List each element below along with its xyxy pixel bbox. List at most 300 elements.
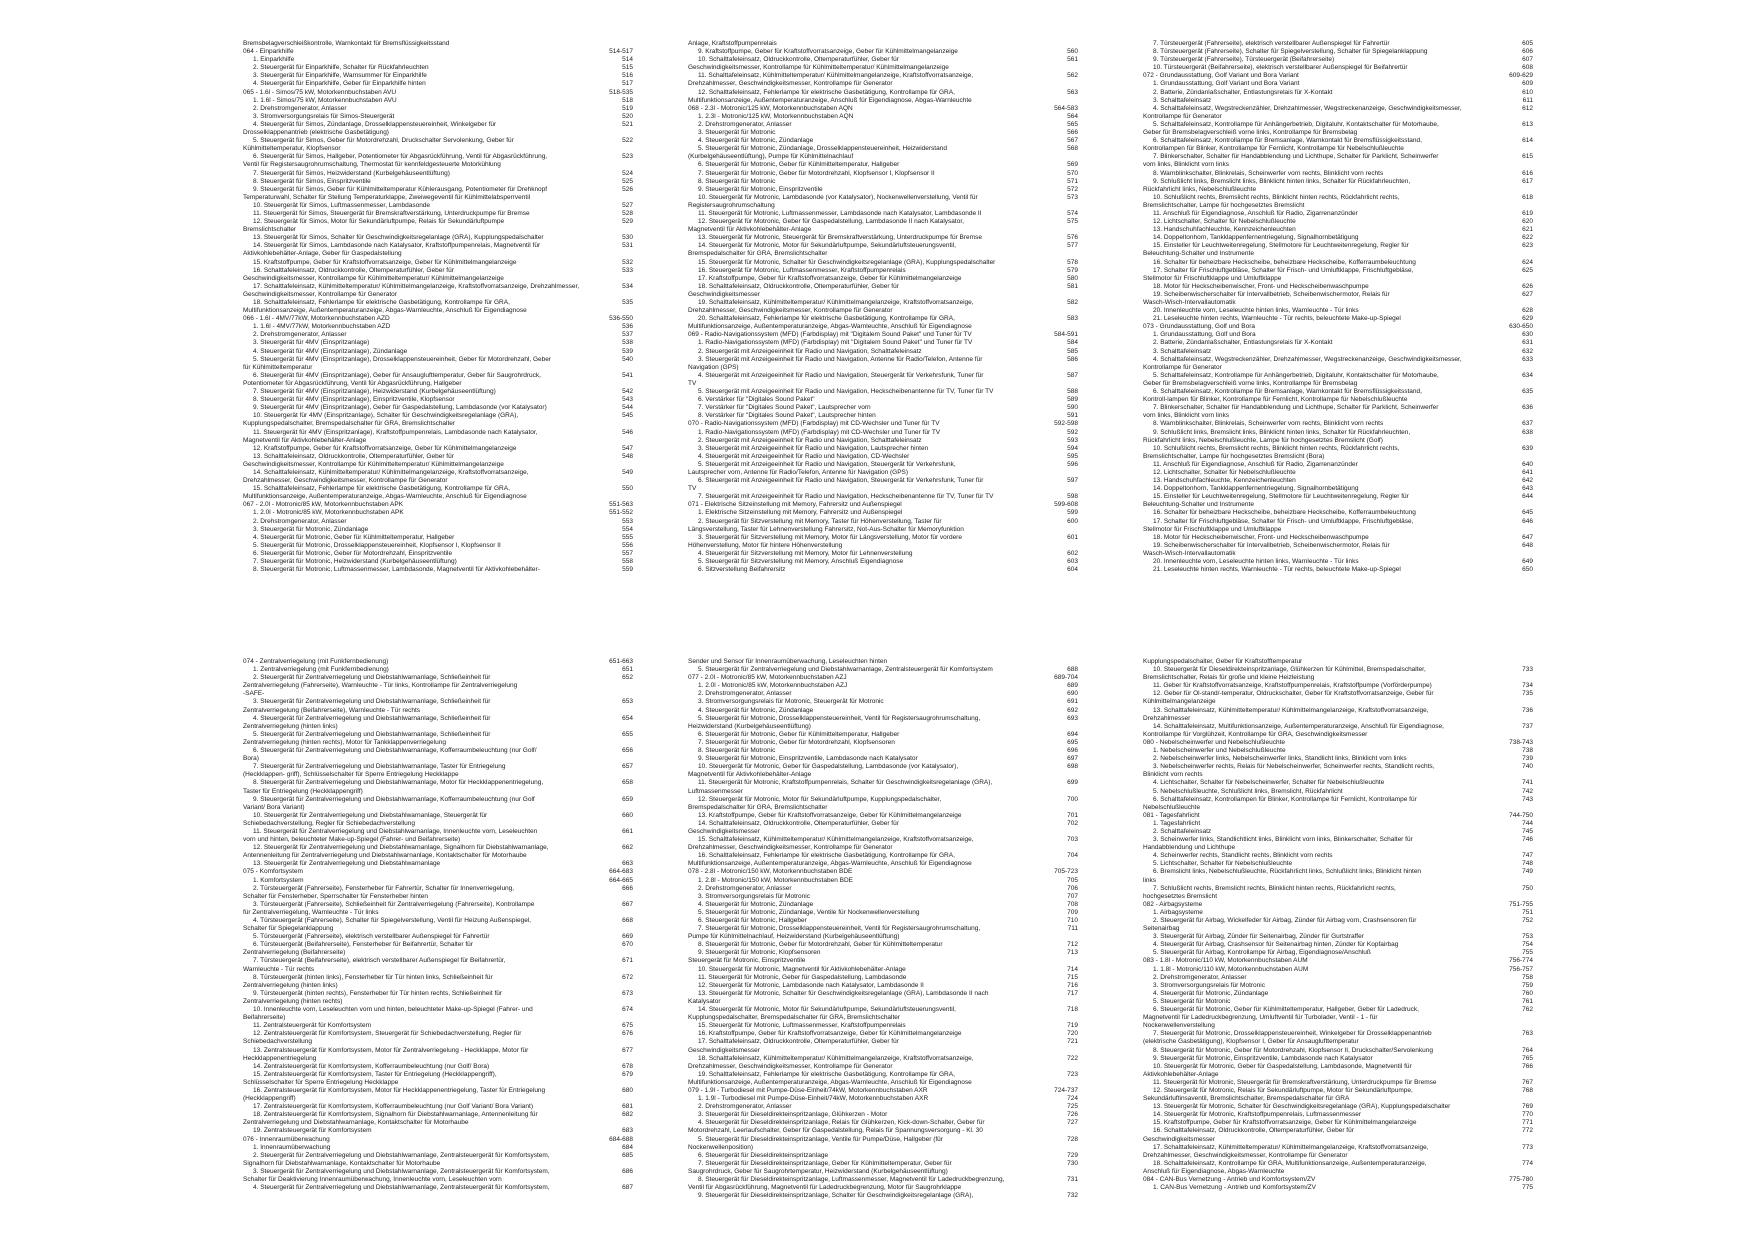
toc-entry-label: Pumpe für Kühlmittelnachlauf, Heizwiderstand (Kurbelgehäuseentlüftung) [688, 933, 900, 941]
toc-entry-label: 3. Steuergerät mit Anzeigeeinheit für Radio und Navigation, Lautsprecher hinten [698, 444, 929, 452]
toc-page-number: 626 [1522, 282, 1533, 290]
toc-entry-label: 5. Steuergerät für Sitzverstellung mit Memory, Anschluß Eigendiagnose [698, 558, 904, 565]
toc-page-number: 642 [1522, 477, 1533, 485]
toc-entry-label: 8. Türsteuergerät (hinten links), Fensterheber für Tür hinten links, Schließeinheit für [253, 973, 493, 981]
toc-entry-label: 8. Steuergerät für Simos, Einspritzventile [253, 177, 371, 185]
toc-page-number: 587 [1067, 371, 1078, 379]
toc-entry-label: Kontroll-lampen für Blinker, Kontrollampe für Fernlicht, Kontrollampe für Nebelschlußleuchte [1143, 396, 1408, 404]
toc-page-number: 755 [1522, 949, 1533, 957]
toc-page-number: 590 [1067, 404, 1078, 412]
toc-entry-label: 075 - Komfortsystem [243, 868, 303, 876]
toc-entry [1143, 501, 1533, 509]
toc-entry-label: 9. Steuergerät für Simos, Geber für Kühlmitteltemperatur Kühlerausgang, Potentiometer für Drehknopf [253, 185, 548, 193]
toc-entry-label: Zentralverriegelung (Fahrerseite), Warnleuchte - Tür links, Kontrollampe für Zentralverriegelung [243, 682, 518, 690]
toc-entry [243, 226, 633, 234]
toc-entry [688, 121, 1078, 129]
toc-column-top-left [243, 40, 633, 574]
toc-entry-label: 13. Schalttafeleinsatz, Kühlmitteltemperatur/ Kühlmittelmangelanzeige, Kraftstoffvorratsanzeige, [1153, 706, 1429, 714]
toc-page-number: 592-598 [1054, 420, 1078, 428]
toc-entry-label: vorn und hinten, beleuchteter Make-up-Spiegel (Fahrer- und Beifahrerseite) [243, 836, 461, 844]
toc-entry-label: 18. Schalttafeleinsatz, Kühlmitteltemperatur/ Kühlmittelmangelanzeige, Kraftstoffvorratsanzeige, [698, 1054, 974, 1062]
toc-entry [1143, 558, 1533, 566]
toc-entry-label: Wasch-Wisch-Intervallautomatik [1143, 549, 1236, 557]
toc-page-number: 519 [622, 104, 633, 112]
toc-entry-label: 5. Steuergerät für Motronic, Zündanlage, Drosselklappensteuereinheit, Heizwiderstand [698, 145, 947, 153]
toc-entry-label: 7. Steuergerät für 4MV (Einspritzanlage), Heizwiderstand (Kurbelgehäuseentlüftung) [253, 388, 496, 396]
toc-entry-label: Kontrollampen für Blinker, Kontrollampe für Fernlicht, Kontrollampe für Nebelschlußleuchte [1143, 145, 1404, 153]
toc-entry [688, 877, 1078, 885]
toc-entry-label: 6. Schalttafeleinsatz, Kontrollampen für Blinker, Kontrollampe für Fernlicht, Kontrollampe für [1153, 795, 1417, 803]
toc-entry-label: 071 - Elektrische Sitzeinstellung mit Memory, Fahrersitz und Außenspiegel [688, 501, 902, 509]
toc-entry-label: 074 - Zentralverriegelung (mit Funkfernbedienung) [243, 658, 389, 665]
toc-entry-label: 5. Türsteuergerät (Fahrerseite), elektrisch verstellbarer Außenspiegel für Fahrertür [253, 933, 490, 941]
toc-chapter-entry [243, 658, 633, 666]
toc-page-number: 558 [622, 558, 633, 565]
toc-entry [243, 739, 633, 747]
toc-page-number: 554 [622, 525, 633, 533]
toc-entry-label: Geschwindigkeitsmesser [1143, 1135, 1215, 1143]
toc-entry [243, 526, 633, 534]
toc-entry [1143, 388, 1533, 396]
toc-entry-label: 19. Scheibenwischerschalter für Intervallbetrieb, Scheibenwischermotor, Relais für [1153, 541, 1390, 549]
toc-entry [1143, 56, 1533, 64]
toc-entry [1143, 509, 1533, 517]
toc-entry-label: Sender und Sensor für Innenraumüberwachung, Leseleuchten hinten [688, 658, 888, 665]
toc-entry [1143, 542, 1533, 550]
toc-page-number: 708 [1067, 900, 1078, 908]
toc-entry [243, 566, 633, 574]
toc-page-number: 592 [1067, 428, 1078, 436]
toc-entry-label: 13. Schalttafeleinsatz, Öldruckkontrolle, Öltemperaturfühler, Geber für [253, 452, 454, 460]
toc-page-number: 769 [1522, 1103, 1533, 1111]
toc-page-number: 564 [1067, 112, 1078, 120]
toc-entry-label: 21. Leseleuchte hinten rechts, Warnleuchte - Tür rechts, beleuchtete Make-up-Spiegel [1153, 566, 1401, 574]
toc-entry-label: 11. Steuergerät für Motronic, Luftmassenmesser, Lambdasonde nach Katalysator, Lambdasonde II [698, 209, 982, 217]
toc-entry [243, 1119, 633, 1127]
toc-entry [688, 698, 1078, 706]
toc-entry-label: Aktivkohlebehälter-Anlage [1143, 1070, 1219, 1078]
toc-entry [1143, 682, 1533, 690]
toc-chapter-entry [1143, 323, 1533, 331]
toc-entry-label: 15. Steuergerät für Motronic, Luftmassenmesser, Kraftstoffpumpenrelais [698, 1022, 906, 1030]
toc-entry-label: 21. Leseleuchte hinten rechts, Warnleuchte - Tür rechts, beleuchtete Make-up-Spiegel [1153, 315, 1401, 323]
toc-page-number: 521 [622, 120, 633, 128]
toc-entry [688, 437, 1078, 445]
toc-page-number: 685 [622, 1151, 633, 1159]
toc-entry-label: Zentralverriegelung und Diebstahlwarnanlage, Kontaktschalter für Motorhaube [243, 1119, 469, 1127]
toc-page-number: 530 [622, 234, 633, 242]
toc-entry-label: für Kühlmitteltemperatur [243, 363, 313, 371]
toc-page-number: 602 [1067, 549, 1078, 557]
toc-page-number: 595 [1067, 452, 1078, 460]
toc-entry-label: 7. Blinkerschalter, Schalter für Handabblendung und Lichthupe, Schalter für Parklicht, Scheinwerfer [1153, 153, 1439, 161]
toc-page-number: 615 [1522, 153, 1533, 161]
toc-entry-label: 6. Steuergerät für Motronic, Geber für Kühlmitteltemperatur, Hallgeber [698, 730, 900, 738]
toc-page-number: 644 [1522, 493, 1533, 501]
toc-entry [243, 974, 633, 982]
toc-page-number: 728 [1067, 1135, 1078, 1143]
toc-page-number: 573 [1067, 193, 1078, 201]
toc-entry [688, 1152, 1078, 1160]
toc-page-number: 705-723 [1054, 868, 1078, 876]
toc-entry [1143, 186, 1533, 194]
toc-entry-label: 15. Zentralsteuergerät für Komfortsystem, Taster für Entriegelung (Heckklappengriff), [253, 1070, 497, 1078]
toc-page-number: 555 [622, 533, 633, 541]
toc-entry [1143, 267, 1533, 275]
toc-entry-label: 4. Scheinwerfer rechts, Standlicht rechts, Blinklicht vorn rechts [1153, 852, 1333, 860]
toc-entry-label: 1. 1.9l - Turbodiesel mit Pumpe-Düse-Einheit/74kW, Motorkennbuchstaben AXR [698, 1095, 929, 1103]
toc-entry-label: 16. Schalter für beheizbare Heckscheibe, beheizbare Heckscheibe, Kofferraumbeleuchtung [1153, 509, 1416, 517]
toc-page-number: 767 [1522, 1078, 1533, 1086]
toc-entry-label: (Kurbelgehäuseentlüftung), Pumpe für Kühlmittelnachlauf [688, 153, 854, 161]
toc-entry [243, 771, 633, 779]
toc-page-number: 746 [1522, 836, 1533, 844]
toc-entry-label: Geschwindigkeitsmesser [688, 1046, 760, 1054]
toc-page-number: 722 [1067, 1054, 1078, 1062]
toc-page-number: 584 [1067, 339, 1078, 347]
toc-page-number: 661 [622, 827, 633, 835]
toc-entry [243, 1144, 633, 1152]
toc-page-number: 562 [1067, 72, 1078, 80]
toc-entry-label: 3. Stromversorgungsrelais für Simos-Steuergerät [253, 112, 395, 120]
toc-page-number: 641 [1522, 468, 1533, 476]
toc-entry [688, 372, 1078, 380]
toc-entry-label: Kontrollampe für Generator [1143, 112, 1222, 120]
toc-entry [688, 836, 1078, 844]
toc-page-number: 744 [1522, 819, 1533, 827]
toc-entry [1143, 339, 1533, 347]
toc-entry-label: Saugrohrdruck, Geber für Saugrohrtemperatur, Heizwiderstand (Kurbelgehäuseentlüftung) [688, 1167, 948, 1175]
toc-entry [243, 558, 633, 566]
toc-entry [688, 526, 1078, 534]
toc-page-number: 766 [1522, 1062, 1533, 1070]
toc-entry-label: 072 - Grundausstattung, Golf Variant und Bora Variant [1143, 72, 1299, 80]
toc-entry-label: 12. Kraftstoffpumpe, Geber für Kraftstoffvorratsanzeige, Geber für Kühlmittelmangelanzeige [253, 444, 517, 452]
toc-entry [688, 771, 1078, 779]
toc-entry [1143, 1168, 1533, 1176]
toc-column-bottom-left [243, 658, 633, 1192]
toc-entry-label: Nockenwellenposition) [688, 1143, 754, 1151]
toc-entry-label: 12. Lichtschalter, Schalter für Nebelschlußleuchte [1153, 468, 1296, 476]
toc-entry-label: Kühlmitteltemperatur, Klopfsensor [243, 145, 341, 153]
toc-entry-label: 18. Schalttafeleinsatz, Kontrollampe für GRA, Multifunktionsanzeige, Außentemperaturanzeige, [1153, 1159, 1427, 1167]
toc-entry [688, 275, 1078, 283]
toc-entry-label: 9. Kraftstoffpumpe, Geber für Kraftstoffvorratsanzeige, Geber für Kühlmittelmangelanzeige [698, 48, 958, 56]
toc-entry [688, 1168, 1078, 1176]
toc-entry-label: 12. Zentralsteuergerät für Komfortsystem, Steuergerät für Schiebedachverstellung, Regler für [253, 1030, 522, 1038]
toc-entry [688, 966, 1078, 974]
toc-entry [688, 901, 1078, 909]
toc-entry-label: 12. Lichtschalter, Schalter für Nebelschlußleuchte [1153, 218, 1296, 226]
toc-page-number: 593 [1067, 436, 1078, 444]
toc-entry [1143, 779, 1533, 787]
toc-entry-label: 3. Steuergerät mit Anzeigeeinheit für Radio und Navigation, Antenne für Radio/Telefon, Antenne für [698, 355, 983, 363]
toc-chapter-entry [1143, 72, 1533, 80]
toc-entry [1143, 412, 1533, 420]
toc-entry [1143, 372, 1533, 380]
toc-entry [243, 153, 633, 161]
toc-entry [1143, 210, 1533, 218]
toc-page-number: 581 [1067, 282, 1078, 290]
toc-entry-label: 3. Steuergerät für Airbag, Zünder für Seitenairbag, Zünder für Gurtstraffer [1153, 933, 1364, 941]
toc-entry-label: 2. Steuergerät für Airbag, Wickelfeder für Airbag, Zünder für Airbag vorn, Crashsensoren für [1153, 917, 1417, 924]
toc-entry [1143, 202, 1533, 210]
toc-entry [243, 307, 633, 315]
toc-entry [243, 723, 633, 731]
toc-entry [688, 957, 1078, 965]
toc-page-number: 713 [1067, 949, 1078, 957]
toc-entry [1143, 1184, 1533, 1192]
toc-entry [243, 412, 633, 420]
toc-entry-label: 1. Radio-Navigationssystem (MFD) (Farbdisplay) mit CD-Wechsler und Tuner für TV [698, 428, 941, 436]
toc-entry [1143, 747, 1533, 755]
toc-page-number: 594 [1067, 444, 1078, 452]
toc-page-number: 738 [1522, 747, 1533, 755]
toc-entry [1143, 844, 1533, 852]
toc-page-number: 514-517 [609, 48, 633, 56]
toc-entry [243, 178, 633, 186]
toc-entry [1143, 1144, 1533, 1152]
toc-entry-label: 2. Drehstromgenerator, Anlasser [698, 120, 792, 128]
toc-entry [243, 1168, 633, 1176]
toc-page-number: 660 [622, 811, 633, 819]
toc-entry [243, 372, 633, 380]
toc-entry-label: 1. Einparkhilfe [253, 56, 295, 64]
toc-chapter-entry [1143, 739, 1533, 747]
toc-page-number: 673 [622, 989, 633, 997]
toc-entry [243, 1079, 633, 1087]
toc-page-number: 640 [1522, 460, 1533, 468]
toc-entry [1143, 396, 1533, 404]
toc-chapter-entry [243, 89, 633, 97]
toc-entry [243, 170, 633, 178]
toc-entry [243, 121, 633, 129]
toc-entry-label: 4. Steuergerät für Dieseldirekteinspritzanlage, Relais für Glühkerzen, Kick-down-Schalter, Geber für [698, 1119, 985, 1127]
toc-entry [1143, 113, 1533, 121]
toc-page-number: 533 [622, 266, 633, 274]
toc-entry-label: 6. Steuergerät für Simos, Hallgeber, Potentiometer für Abgasrückführung, Ventil für Abgasrückführung, [253, 153, 548, 161]
toc-column-bottom-right [1143, 658, 1533, 1192]
toc-entry-label: 4. Steuergerät für Motronic, Zündanlage [1153, 989, 1269, 997]
toc-page-number: 631 [1522, 339, 1533, 347]
toc-page-number: 586 [1067, 355, 1078, 363]
toc-entry [243, 364, 633, 372]
toc-page-number: 553 [622, 517, 633, 525]
toc-entry-label: 6. Steuergerät für Dieseldirekteinspritzanlage [698, 1151, 829, 1159]
toc-entry-label: 070 - Radio-Navigationssystem (MFD) (Farbdisplay) mit CD-Wechsler und Tuner für TV [688, 420, 940, 428]
toc-page-number: 629 [1522, 315, 1533, 323]
toc-entry [688, 1022, 1078, 1030]
toc-entry-label: 7. Steuergerät für Motronic, Drosselklappensteuereinheit, Winkelgeber für Drosselklappenantrieb [1153, 1030, 1432, 1038]
toc-entry-label: 10. Innenleuchte vorn, Leseleuchten vorn und hinten, beleuchteter Make-up-Spiegel (Fahrer- und [253, 1006, 533, 1014]
toc-entry-label: 7. Steuergerät für Simos, Heizwiderstand (Kurbelgehäuseentlüftung) [253, 169, 450, 177]
toc-entry [1143, 275, 1533, 283]
toc-entry [1143, 1136, 1533, 1144]
toc-entry-label: 082 - Airbagsysteme [1143, 900, 1203, 908]
toc-entry [688, 445, 1078, 453]
toc-entry-label: Zentralverriegelung (Beifahrerseite), Warnleuchte - Tür rechts [243, 706, 421, 714]
toc-entry-label: 066 - 1.6l - 4MV/77kW, Motorkennbuchstaben AZD [243, 315, 390, 323]
toc-entry [243, 356, 633, 364]
toc-entry [688, 145, 1078, 153]
toc-entry [243, 682, 633, 690]
toc-page-number: 716 [1067, 981, 1078, 989]
toc-page-number: 545 [622, 412, 633, 420]
toc-entry-label: 5. Schalttafeleinsatz, Kontrollampe für Anhängerbetrieb, Digitaluhr, Kontaktschalter für Motorhaube, [1153, 120, 1439, 128]
toc-entry [1143, 1152, 1533, 1160]
toc-entry-label: Drehzahlmesser, Geschwindigkeitsmesser, Kontrollampe für Generator [688, 1062, 893, 1070]
toc-page-number: 725 [1067, 1103, 1078, 1111]
toc-entry [243, 925, 633, 933]
toc-entry [1143, 404, 1533, 412]
toc-entry-label: 16. Schalttafeleinsatz, Öldruckkontrolle, Öltemperaturfühler, Geber für [253, 266, 454, 274]
toc-entry [1143, 666, 1533, 674]
toc-page-number: 543 [622, 396, 633, 404]
toc-entry-label: 17. Zentralsteuergerät für Komfortsystem, Kofferraumbeleuchtung (nur Golf Variant/ Bora Variant) [253, 1103, 533, 1111]
toc-entry-label: Ventil für Abgasrückführung, Magnetventil für Ladedruckbegrenzung, Motor für Saugrohrklappe [688, 1184, 962, 1192]
toc-entry [1143, 477, 1533, 485]
toc-entry [1143, 364, 1533, 372]
toc-entry-label: 064 - Einparkhilfe [243, 48, 294, 56]
toc-chapter-entry [1143, 1176, 1533, 1184]
toc-entry [688, 72, 1078, 80]
toc-entry-label: 3. Nebelscheinwerfer rechts, Relais für Nebelscheinwerfer, Scheinwerfer rechts, Standlicht rechts, [1153, 763, 1435, 771]
toc-page-number: 760 [1522, 989, 1533, 997]
toc-page-number: 663 [622, 860, 633, 868]
toc-entry [688, 186, 1078, 194]
toc-entry [243, 323, 633, 331]
toc-entry [243, 202, 633, 210]
toc-page-number: 651 [622, 666, 633, 674]
toc-entry-label: 2. Steuergerät mit Anzeigeeinheit für Radio und Navigation, Schalttafeleinsatz [698, 436, 922, 444]
toc-entry [1143, 974, 1533, 982]
toc-entry [688, 404, 1078, 412]
toc-entry [1143, 1119, 1533, 1127]
toc-entry-label: Kühlmittelmangelanzeige [1143, 698, 1216, 706]
toc-entry [688, 226, 1078, 234]
toc-entry-label: 079 - 1.9l - Turbodiesel mit Pumpe-Düse-Einheit/74kW, Motorkennbuchstaben AXR [688, 1086, 928, 1094]
toc-page-number: 536 [622, 323, 633, 331]
toc-entry [243, 40, 633, 48]
toc-entry [1143, 97, 1533, 105]
toc-page-number: 741 [1522, 779, 1533, 787]
toc-entry-label: Bremsbelagverschleißkontrolle, Warnkontakt für Bremsflüssigkeitsstand [243, 40, 450, 47]
toc-entry [1143, 1022, 1533, 1030]
toc-page-number: 556 [622, 541, 633, 549]
toc-entry [688, 885, 1078, 893]
toc-entry [688, 234, 1078, 242]
toc-entry [688, 1055, 1078, 1063]
toc-page-number: 703 [1067, 836, 1078, 844]
toc-page-number: 614 [1522, 137, 1533, 145]
toc-entry [688, 493, 1078, 501]
toc-page-number: 715 [1067, 973, 1078, 981]
toc-page-number: 517 [622, 80, 633, 88]
toc-entry [1143, 315, 1533, 323]
toc-entry [243, 1111, 633, 1119]
toc-page-number: 674 [622, 1006, 633, 1014]
toc-entry-label: 5. Steuergerät für Simos, Geber für Motordrehzahl, Druckschalter Servolenkung, Geber für [253, 137, 514, 145]
toc-page-number: 738-743 [1509, 738, 1533, 746]
toc-entry [1143, 990, 1533, 998]
toc-page-number: 646 [1522, 517, 1533, 525]
toc-page-number: 668 [622, 917, 633, 924]
toc-entry-label: 12. Steuergerät für Zentralverriegelung und Diebstahlwarnanlage, Signalhorn für Diebstahlwarnanlage, [253, 844, 549, 852]
toc-entry-label: Längsverstellung, Taster für Lehnenverstellung Fahrersitz, Not-Aus-Schalter für Memoryfunktion [688, 525, 964, 533]
toc-page-number: 707 [1067, 892, 1078, 900]
toc-page-number: 571 [1067, 177, 1078, 185]
toc-entry-label: Multifunktionsanzeige, Außentemperaturanzeige, Abgas-Warnleuchte, Anschluß für Eigendiagnose [688, 1078, 972, 1086]
toc-page-number: 689 [1067, 682, 1078, 690]
toc-entry [243, 1063, 633, 1071]
toc-entry [243, 388, 633, 396]
toc-page-number: 772 [1522, 1127, 1533, 1135]
toc-entry-label: 20. Schalttafeleinsatz, Fehlerlampe für elektrische Gasbetätigung, Kontrollampe für GRA, [698, 315, 955, 323]
toc-entry [688, 796, 1078, 804]
toc-entry-label: 7. Steuergerät für Motronic, Geber für Motordrehzahl, Klopfsensor I, Klopfsensor II [698, 169, 935, 177]
toc-page-number: 548 [622, 452, 633, 460]
toc-page-number: 643 [1522, 485, 1533, 493]
toc-entry-label: Drehzahlmesser, Geschwindigkeitsmesser, Kontrollampe für Generator [1143, 1151, 1348, 1159]
toc-entry-label: 077 - 2.0l - Motronic/85 kW, Motorkennbuchstaben AZJ [688, 674, 847, 682]
toc-entry-label: 12. Steuergerät für Motronic, Geber für Gaspedalstellung, Lambdasonde II nach Katalysator, [698, 218, 964, 226]
toc-page-number: 598 [1067, 493, 1078, 501]
toc-page-number: 752 [1522, 917, 1533, 924]
toc-entry [688, 1038, 1078, 1046]
toc-page-number: 633 [1522, 355, 1533, 363]
toc-page-number: 748 [1522, 860, 1533, 868]
toc-entry-label: 6. Steuergerät für 4MV (Einspritzanlage), Geber für Ansauglufttemperatur, Geber für Saugrohrdruck, [253, 371, 541, 379]
toc-entry-label: 3. Stromversorgungsrelais für Motronic [698, 892, 810, 900]
toc-page-number: 651-663 [609, 658, 633, 665]
toc-entry [1143, 771, 1533, 779]
toc-page-number: 723 [1067, 1070, 1078, 1078]
toc-page-number: 705 [1067, 876, 1078, 884]
toc-page-number: 515 [622, 64, 633, 72]
toc-entry-label: 11. Steuergerät für 4MV (Einspritzanlage), Kraftstoffpumpenrelais, Lambdasonde nach Katalysator, [253, 428, 538, 436]
toc-entry [243, 161, 633, 169]
toc-entry-label: 6. Steuergerät für Motronic, Hallgeber [698, 917, 807, 924]
toc-entry [1143, 690, 1533, 698]
toc-page-number: 625 [1522, 266, 1533, 274]
toc-entry [688, 998, 1078, 1006]
toc-page-number: 616 [1522, 169, 1533, 177]
toc-entry [1143, 917, 1533, 925]
toc-entry-label: 1. Radio-Navigationssystem (MFD) (Farbdisplay) mit "Digitalem Sound Paket" und Tuner für TV [698, 339, 973, 347]
toc-entry-label: (Heckklappengriff) [243, 1095, 296, 1103]
toc-entry-label: 11. Steuergerät für Motronic, Kraftstoffpumpenrelais, Schalter für Geschwindigkeitsregelanlage (GRA), [698, 779, 993, 787]
toc-entry-label: Drehzahlmesser, Geschwindigkeitsmesser, Kontrollampe für Generator [243, 477, 448, 485]
toc-entry [688, 1127, 1078, 1135]
toc-entry [1143, 307, 1533, 315]
toc-entry [688, 194, 1078, 202]
toc-entry-label: TV [688, 379, 697, 387]
toc-entry-label: 4. Steuergerät für Zentralverriegelung und Diebstahlwarnanlage, Schließeinheit für [253, 714, 491, 722]
toc-entry [1143, 80, 1533, 88]
toc-entry-label: 9. Türsteuergerät (hinten rechts), Fensterheber für Tür hinten rechts, Schließeinheit für [253, 989, 503, 997]
toc-entry-label: 15. Schalttafeleinsatz, Fehlerlampe für elektrische Gasbetätigung, Kontrollampe für GRA, [253, 485, 510, 493]
toc-entry-label: 073 - Grundausstattung, Golf und Bora [1143, 323, 1256, 331]
toc-page-number: 570 [1067, 169, 1078, 177]
toc-entry [688, 242, 1078, 250]
toc-entry-label: 10. Schlußlicht rechts, Bremslicht rechts, Blinklicht hinten rechts, Rückfahrlicht rechts, [1153, 193, 1400, 201]
toc-entry-label: 1. Airbagsysteme [1153, 908, 1203, 916]
toc-entry [1143, 1030, 1533, 1038]
toc-entry [1143, 836, 1533, 844]
toc-entry-label: 1. CAN-Bus Vernetzung - Antrieb und Komfortsystem/ZV [1153, 1184, 1316, 1192]
toc-page-number: 607 [1522, 56, 1533, 64]
toc-entry-label: 081 - Tagesfahrlicht [1143, 811, 1200, 819]
